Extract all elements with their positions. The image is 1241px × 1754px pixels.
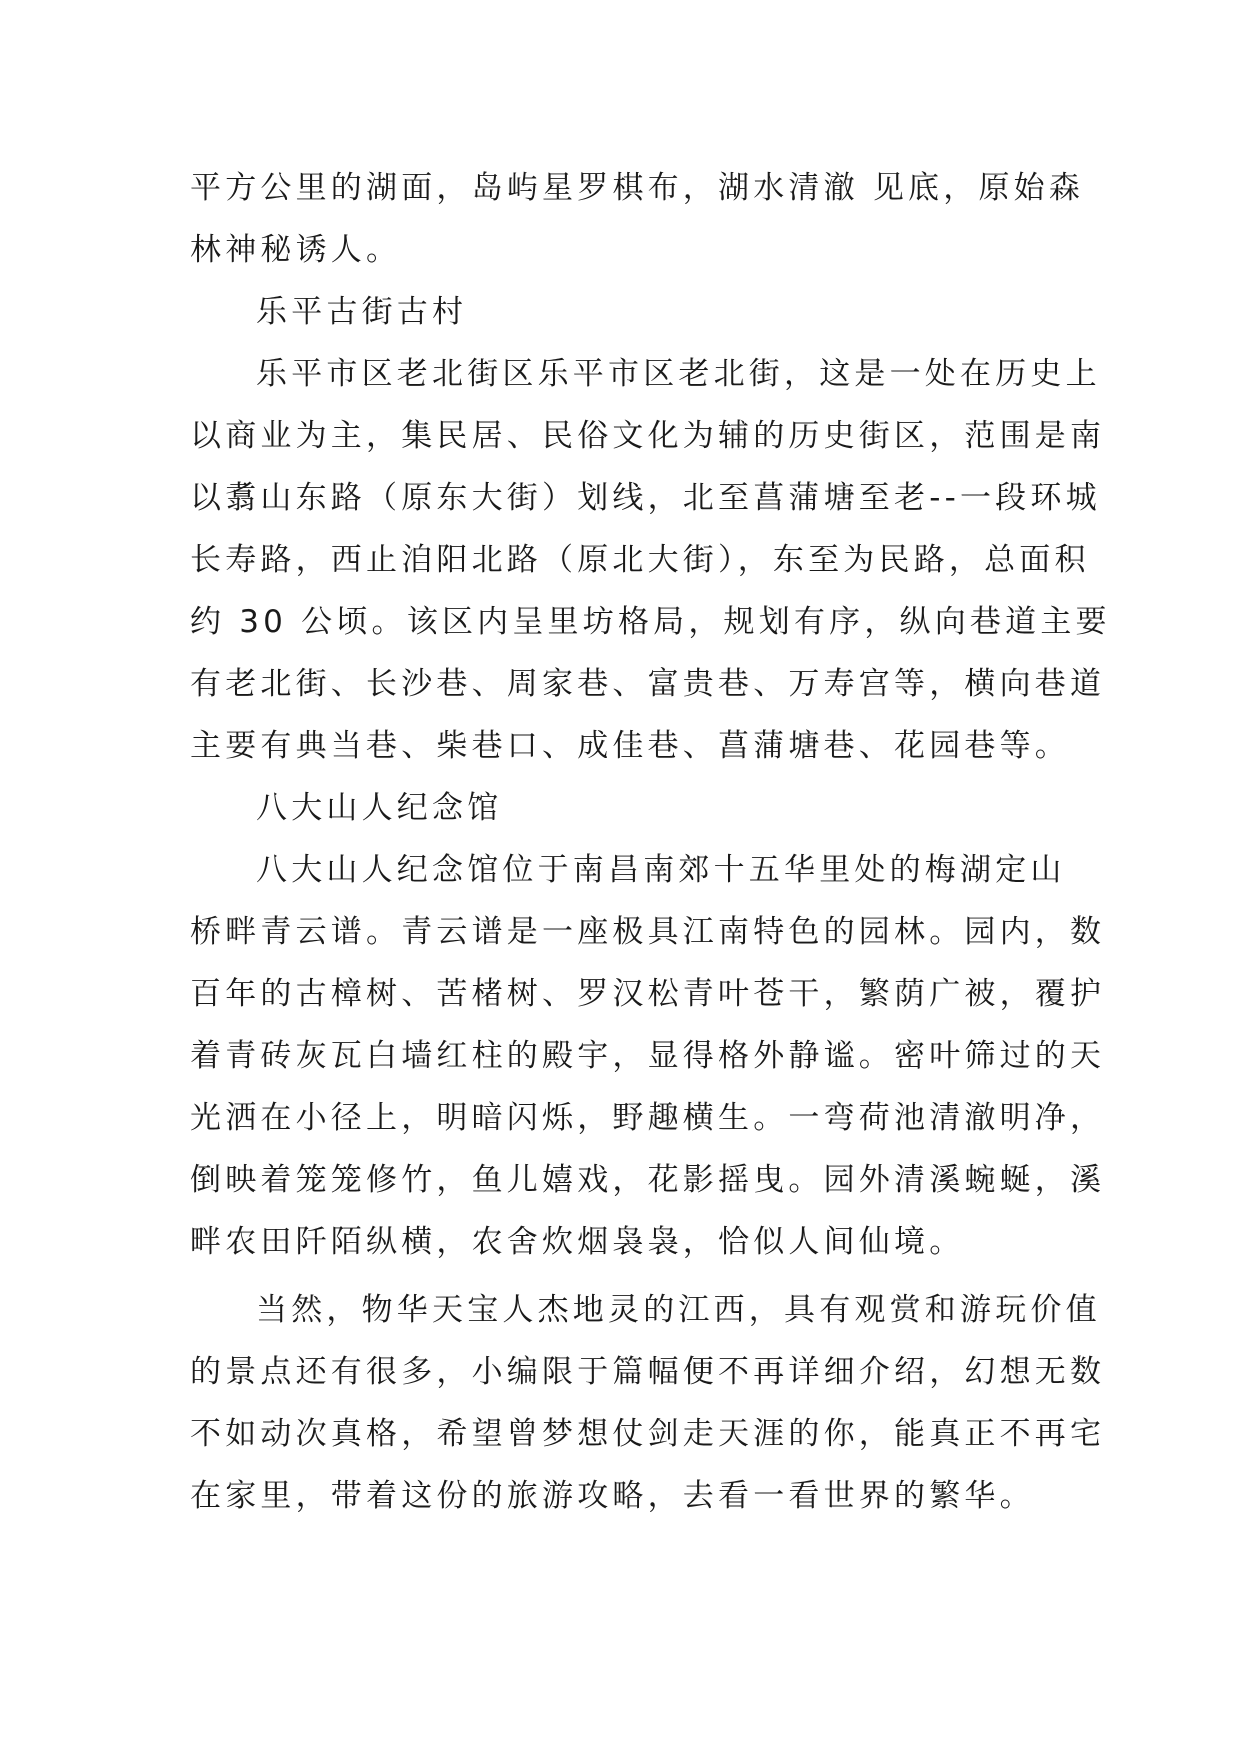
section-heading: 八大山人纪念馆 [256, 790, 503, 826]
body-line: 长寿路，西止洎阳北路（原北大街），东至为民路，总面积 [190, 542, 1090, 578]
body-line: 在家里，带着这份的旅游攻略，去看一看世界的繁华。 [190, 1478, 1035, 1514]
body-line: 有老北街、长沙巷、周家巷、富贵巷、万寿宫等，横向巷道 [190, 666, 1106, 702]
body-line: 林神秘诱人。 [190, 232, 402, 268]
body-line: 畔农田阡陌纵横，农舍炊烟袅袅，恰似人间仙境。 [190, 1224, 965, 1260]
body-line: 倒映着笼笼修竹，鱼儿嬉戏，花影摇曳。园外清溪蜿蜒，溪 [190, 1162, 1106, 1198]
section-heading: 乐平古街古村 [256, 294, 468, 330]
document-body [190, 157, 1111, 1527]
body-line: 以翥山东路（原东大街）划线，北至菖蒲塘至老--一段环城 [190, 480, 1101, 516]
body-line: 八大山人纪念馆位于南昌南郊十五华里处的梅湖定山 [256, 852, 1066, 888]
body-line: 平方公里的湖面，岛屿星罗棋布，湖水清澈 见底，原始森 [190, 170, 1085, 206]
body-line: 光洒在小径上，明暗闪烁，野趣横生。一弯荷池清澈明净， [190, 1100, 1106, 1136]
body-line: 着青砖灰瓦白墙红柱的殿宇，显得格外静谧。密叶筛过的天 [190, 1038, 1106, 1074]
body-line: 桥畔青云谱。青云谱是一座极具江南特色的园林。园内，数 [190, 914, 1106, 950]
body-line: 的景点还有很多，小编限于篇幅便不再详细介绍，幻想无数 [190, 1354, 1106, 1390]
body-line: 约 30 公顷。该区内呈里坊格局，规划有序，纵向巷道主要 [190, 604, 1111, 640]
body-line: 主要有典当巷、柴巷口、成佳巷、菖蒲塘巷、花园巷等。 [190, 728, 1070, 764]
body-line: 百年的古樟树、苦楮树、罗汉松青叶苍干，繁荫广被，覆护 [190, 976, 1106, 1012]
body-line: 乐平市区老北街区乐平市区老北街，这是一处在历史上 [256, 356, 1101, 392]
body-line: 以商业为主，集民居、民俗文化为辅的历史街区，范围是南 [190, 418, 1106, 454]
body-line: 当然，物华天宝人杰地灵的江西，具有观赏和游玩价值 [256, 1292, 1101, 1328]
body-line: 不如动次真格，希望曾梦想仗剑走天涯的你，能真正不再宅 [190, 1416, 1106, 1452]
